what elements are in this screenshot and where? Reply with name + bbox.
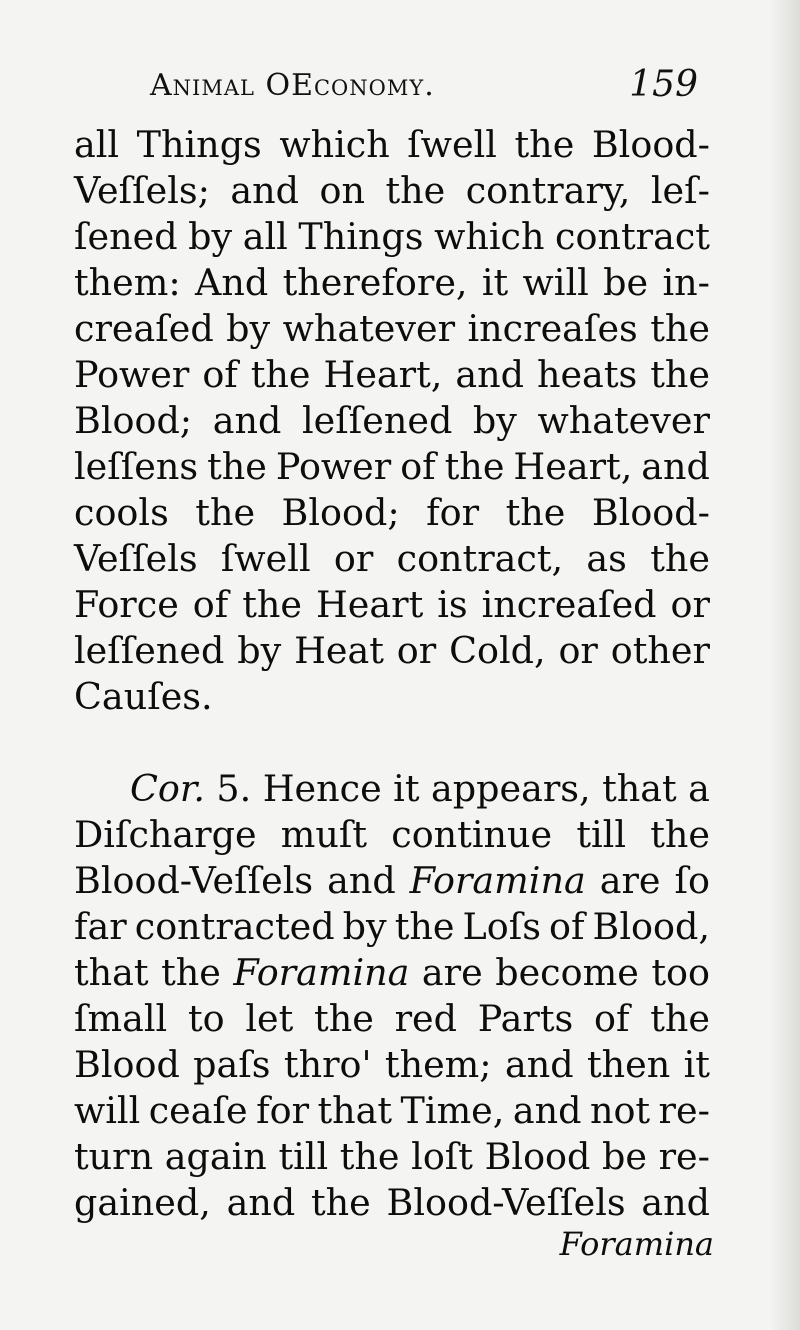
- word: the: [650, 813, 710, 856]
- word: increaſed: [481, 583, 657, 626]
- word: turn: [74, 1135, 154, 1178]
- word: of: [593, 997, 630, 1040]
- word: ſened: [74, 215, 178, 258]
- word: gained,: [74, 1181, 211, 1224]
- word: and: [455, 353, 524, 396]
- word: contracted: [134, 905, 335, 948]
- word: Blood;: [74, 399, 193, 442]
- word: be: [603, 261, 649, 304]
- word: and: [641, 1181, 710, 1224]
- text-line: [74, 1180, 710, 1226]
- word: re-: [658, 1135, 710, 1178]
- word: the: [394, 905, 455, 948]
- catchword: Foramina: [559, 1225, 714, 1263]
- word: the: [514, 123, 575, 166]
- word: or: [396, 629, 437, 672]
- word: Blood,: [592, 905, 710, 948]
- word: Hence: [262, 767, 382, 810]
- word: that: [74, 951, 149, 994]
- word: continue: [391, 813, 553, 856]
- word: leſſened: [301, 399, 453, 442]
- word: Blood;: [281, 491, 400, 534]
- word: it: [683, 1043, 710, 1086]
- word: and: [327, 859, 396, 902]
- text-line: [74, 996, 710, 1042]
- text-line: [74, 1042, 710, 1088]
- word: that: [602, 767, 677, 810]
- word: the: [650, 307, 710, 350]
- word: the: [314, 997, 374, 1040]
- word: increaſes: [467, 307, 638, 350]
- word: will: [522, 261, 589, 304]
- word: therefore,: [282, 261, 468, 304]
- word: the: [242, 583, 302, 626]
- text-line: [74, 1134, 710, 1180]
- word: Force: [74, 583, 179, 626]
- word: for: [426, 491, 480, 534]
- word: contract,: [396, 537, 564, 580]
- word: them;: [384, 1043, 492, 1086]
- word: appears,: [430, 767, 591, 810]
- word: or: [558, 629, 598, 672]
- word: be: [602, 1135, 647, 1178]
- text-line: [74, 536, 710, 582]
- word: the: [650, 537, 710, 580]
- word: Things: [136, 123, 262, 166]
- word: Power: [275, 445, 392, 488]
- text-line: [74, 582, 710, 628]
- word: and: [641, 445, 710, 488]
- word: which: [279, 123, 390, 166]
- word: it: [481, 261, 509, 304]
- word: Blood: [74, 1043, 180, 1086]
- word: paſs: [193, 1043, 271, 1086]
- word: leſſened: [74, 629, 225, 672]
- word: loſt: [411, 1135, 473, 1178]
- word: the: [207, 445, 267, 488]
- word: of: [400, 445, 436, 488]
- text-line: [74, 122, 710, 168]
- word: whatever: [282, 307, 456, 350]
- word: for: [256, 1089, 310, 1132]
- word: of: [549, 905, 585, 948]
- text-line: [74, 352, 710, 398]
- word: Blood-: [591, 491, 710, 534]
- word: Heart,: [323, 353, 443, 396]
- word: leſſens: [74, 445, 199, 488]
- word: become: [495, 951, 639, 994]
- word: And: [195, 261, 269, 304]
- page-header: [150, 62, 698, 110]
- word: all: [74, 123, 120, 166]
- word: red: [394, 997, 457, 1040]
- text-line: [74, 168, 710, 214]
- word: are: [421, 951, 483, 994]
- word: re-: [658, 1089, 710, 1132]
- body-text: [74, 122, 710, 1226]
- word: a: [688, 767, 710, 810]
- word: Cold,: [449, 629, 546, 672]
- text-line: [74, 628, 710, 674]
- word: ſwell: [220, 537, 311, 580]
- word: thro': [283, 1043, 372, 1086]
- word: till: [576, 813, 627, 856]
- text-line: [74, 674, 710, 720]
- word: too: [651, 951, 710, 994]
- text-line: [74, 490, 710, 536]
- word: leſ-: [650, 169, 710, 212]
- word: or: [333, 537, 374, 580]
- running-head: Animal OEconomy.: [150, 68, 435, 103]
- text-line: [74, 766, 710, 812]
- word: them:: [74, 261, 181, 304]
- word: Cauſes.: [74, 675, 213, 718]
- word: or: [670, 583, 710, 626]
- word: cools: [74, 491, 169, 534]
- text-line: [74, 858, 710, 904]
- word: to: [187, 997, 225, 1040]
- word: Veſſels;: [74, 169, 210, 212]
- word: the: [385, 169, 446, 212]
- word: the: [310, 1181, 371, 1224]
- word: then: [586, 1043, 671, 1086]
- word: by: [188, 215, 233, 258]
- word: of: [202, 353, 238, 396]
- text-line: [74, 812, 710, 858]
- word: contrary,: [465, 169, 631, 212]
- word: ſo: [674, 859, 710, 902]
- word: it: [393, 767, 420, 810]
- word: Time,: [400, 1089, 505, 1132]
- word: ſwell: [407, 123, 497, 166]
- word: is: [437, 583, 468, 626]
- word: not: [589, 1089, 651, 1132]
- word: heats: [536, 353, 638, 396]
- word: Heat: [294, 629, 384, 672]
- word: as: [586, 537, 627, 580]
- word: and: [212, 399, 282, 442]
- word: 5.: [216, 767, 252, 810]
- word: will: [74, 1089, 141, 1132]
- word: Veſſels: [74, 537, 198, 580]
- page-number: 159: [629, 64, 698, 105]
- word: Blood-Veſſels: [74, 859, 314, 902]
- text-line: [74, 1088, 710, 1134]
- word: ceaſe: [148, 1089, 248, 1132]
- text-line: [74, 306, 710, 352]
- word: Things: [298, 215, 424, 258]
- text-line: [74, 904, 710, 950]
- word: Power: [74, 353, 190, 396]
- word: which: [434, 215, 545, 258]
- word: whatever: [537, 399, 710, 442]
- word: Blood-Veſſels: [386, 1181, 626, 1224]
- word: far: [74, 905, 127, 948]
- word: the: [161, 951, 221, 994]
- word: the: [650, 353, 710, 396]
- word: Foramina: [233, 951, 410, 994]
- word: Blood-: [591, 123, 710, 166]
- word: are: [599, 859, 661, 902]
- word: Cor.: [130, 767, 205, 810]
- word: let: [245, 997, 294, 1040]
- word: Parts: [477, 997, 574, 1040]
- word: the: [444, 445, 505, 488]
- word: and: [226, 1181, 296, 1224]
- word: and: [230, 169, 300, 212]
- text-line: [74, 950, 710, 996]
- text-line: [74, 214, 710, 260]
- word: that: [317, 1089, 393, 1132]
- word: Heart: [315, 583, 424, 626]
- word: Blood: [484, 1135, 591, 1178]
- paragraph-gap: [74, 720, 710, 766]
- word: the: [339, 1135, 400, 1178]
- word: Heart,: [513, 445, 633, 488]
- word: and: [512, 1089, 582, 1132]
- word: all: [242, 215, 288, 258]
- word: the: [505, 491, 566, 534]
- page-edge-shadow: [770, 0, 800, 1330]
- word: by: [237, 629, 282, 672]
- word: and: [504, 1043, 574, 1086]
- word: Foramina: [409, 859, 586, 902]
- word: creaſed: [74, 307, 214, 350]
- word: of: [192, 583, 229, 626]
- word: in-: [662, 261, 710, 304]
- text-line: [74, 398, 710, 444]
- word: by: [226, 307, 271, 350]
- word: the: [250, 353, 311, 396]
- word: on: [319, 169, 365, 212]
- text-line: [74, 444, 710, 490]
- word: Loſs: [462, 905, 541, 948]
- word: contract: [555, 215, 710, 258]
- word: muſt: [280, 813, 368, 856]
- word: till: [278, 1135, 329, 1178]
- word: the: [195, 491, 256, 534]
- word: by: [472, 399, 517, 442]
- word: again: [164, 1135, 267, 1178]
- word: ſmall: [74, 997, 168, 1040]
- text-line: [74, 260, 710, 306]
- word: the: [650, 997, 710, 1040]
- word: Diſcharge: [74, 813, 257, 856]
- word: by: [342, 905, 387, 948]
- word: other: [610, 629, 710, 672]
